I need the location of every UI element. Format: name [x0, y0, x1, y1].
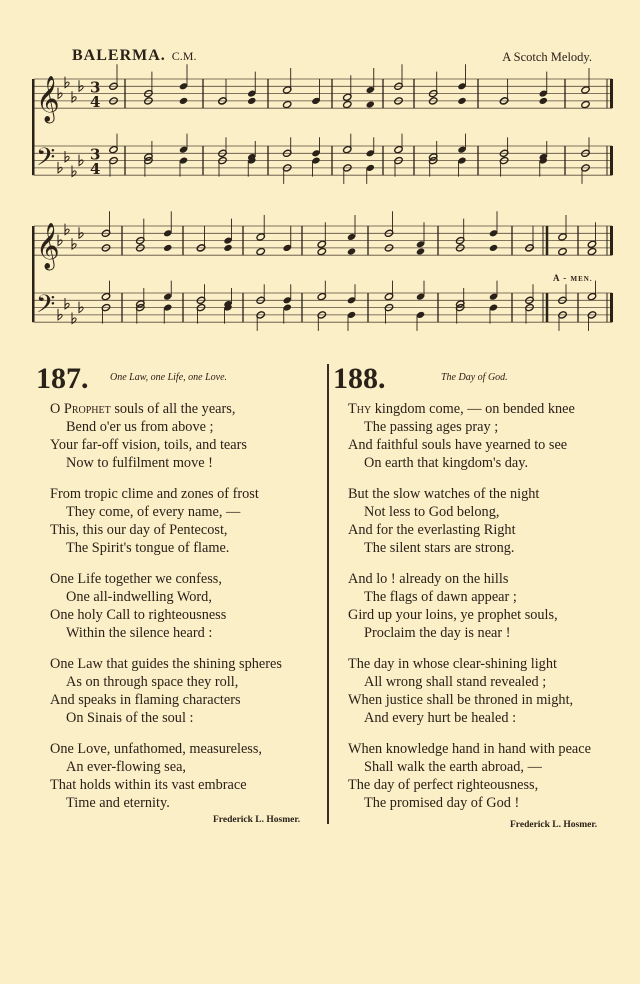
- verse-line: The day in whose clear-shining light: [348, 656, 557, 672]
- verse-line: But the slow watches of the night: [348, 486, 540, 502]
- verse-line: Gird up your loins, ye prophet souls,: [348, 607, 558, 623]
- verse-line: One holy Call to righteousness: [50, 607, 227, 623]
- verse-5: [348, 740, 591, 812]
- verse-line: Bend o'er us from above ;: [66, 419, 214, 435]
- hymn-number-187: 187.: [36, 362, 89, 395]
- verse-line: The silent stars are strong.: [364, 540, 515, 556]
- verse-line: One Law that guides the shining spheres: [50, 656, 282, 672]
- tune-source: A Scotch Melody.: [502, 50, 592, 64]
- verse-line: Shall walk the earth abroad, —: [364, 759, 542, 775]
- hymn-title-188: The Day of God.: [441, 372, 508, 383]
- verse-line: One Love, unfathomed, measureless,: [50, 741, 263, 757]
- verse-line: Time and eternity.: [66, 795, 170, 811]
- verse-line: Not less to God belong,: [364, 504, 500, 520]
- amen-label: [553, 273, 593, 283]
- tune-name-text: BALERMA.: [72, 47, 166, 64]
- hymn-title-187: One Law, one Life, one Love.: [110, 372, 228, 383]
- verse-line: And lo ! already on the hills: [348, 571, 509, 587]
- svg-text:𝄢: 𝄢: [36, 289, 56, 325]
- verse-2: [348, 485, 591, 557]
- verse-line: And speaks in flaming characters: [50, 692, 241, 708]
- verse-line: When knowledge hand in hand with peace: [348, 741, 591, 757]
- verse-line: The passing ages pray ;: [364, 419, 499, 435]
- verse-line: They come, of every name, —: [66, 504, 241, 520]
- verse-line: And faithful souls have yearned to see: [348, 437, 568, 453]
- verse-line: When justice shall be throned in might,: [348, 692, 574, 708]
- verse-3: [348, 570, 591, 642]
- verse-line: Thy kingdom come, — on bended knee: [348, 401, 575, 417]
- verse-line: Within the silence heard :: [66, 625, 213, 641]
- verse-line: Your far-off vision, toils, and tears: [50, 437, 247, 453]
- music-score: [0, 0, 640, 345]
- verse-line: From tropic clime and zones of frost: [50, 486, 259, 502]
- verse-line: The promised day of God !: [364, 795, 520, 811]
- hymn-187-author: Frederick L. Hosmer.: [213, 815, 301, 825]
- verse-line: Proclaim the day is near !: [364, 625, 511, 641]
- verse-line: As on through space they roll,: [66, 674, 239, 690]
- verse-2: [50, 485, 282, 557]
- verse-3: [50, 570, 282, 642]
- verse-line: Now to fulfilment move !: [66, 455, 213, 471]
- svg-text:𝄞: 𝄞: [36, 76, 60, 123]
- svg-text:4: 4: [90, 93, 101, 112]
- verse-line: On earth that kingdom's day.: [364, 455, 529, 471]
- svg-text:𝄢: 𝄢: [36, 142, 56, 178]
- amen-men: MEN.: [570, 275, 593, 283]
- verse-line: An ever-flowing sea,: [66, 759, 187, 775]
- verse-line: The day of perfect righteousness,: [348, 777, 539, 793]
- verse-line: And every hurt be healed :: [364, 710, 517, 726]
- verse-line: That holds within its vast embrace: [50, 777, 247, 793]
- hymn-188-verses: [348, 400, 591, 825]
- verse-line: One Life together we confess,: [50, 571, 222, 587]
- column-divider: [327, 364, 329, 824]
- verse-line: All wrong shall stand revealed ;: [364, 674, 547, 690]
- verse-4: [348, 655, 591, 727]
- verse-4: [50, 655, 282, 727]
- verse-1: [50, 400, 282, 472]
- verse-line: On Sinais of the soul :: [66, 710, 194, 726]
- verse-line: The flags of dawn appear ;: [364, 589, 517, 605]
- amen-a: A -: [553, 273, 568, 283]
- verse-line: This, this our day of Pentecost,: [50, 522, 228, 538]
- verse-line: And for the everlasting Right: [348, 522, 516, 538]
- verse-line: The Spirit's tongue of flame.: [66, 540, 230, 556]
- tune-meter: C.M.: [171, 49, 197, 63]
- svg-text:3: 3: [90, 145, 101, 164]
- hymn-number-188: 188.: [333, 362, 386, 395]
- verse-1: [348, 400, 591, 472]
- verse-line: O Prophet souls of all the years,: [50, 401, 236, 417]
- hymn-187-verses: [50, 400, 282, 825]
- hymn-188-author: Frederick L. Hosmer.: [510, 820, 598, 830]
- svg-text:3: 3: [90, 78, 101, 97]
- svg-text:4: 4: [90, 160, 101, 179]
- verse-line: One all-indwelling Word,: [66, 589, 212, 605]
- svg-text:𝄞: 𝄞: [36, 223, 60, 270]
- verse-5: [50, 740, 282, 812]
